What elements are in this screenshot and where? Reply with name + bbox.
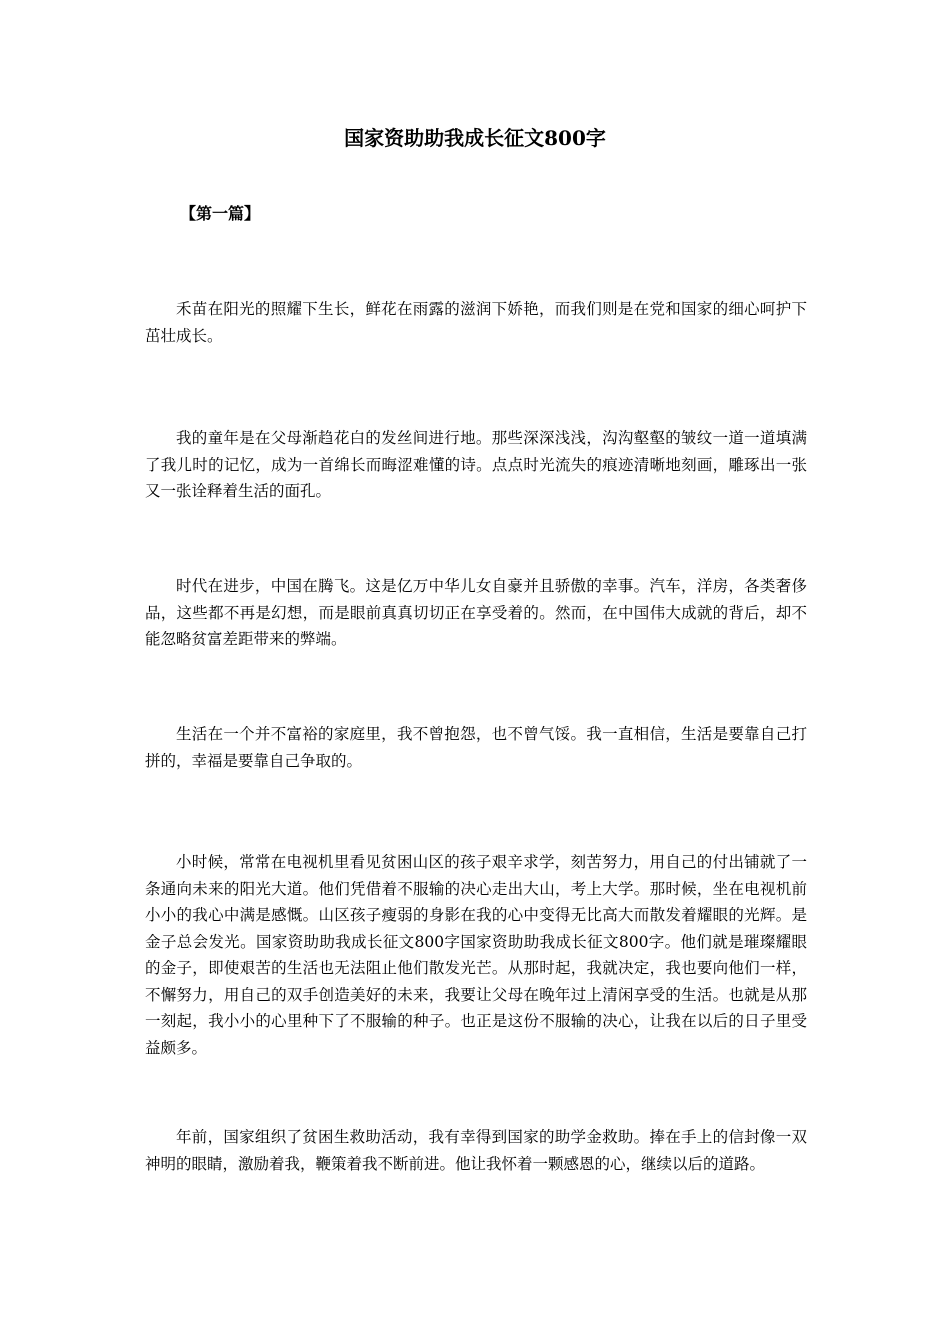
paragraph-3: 时代在进步，中国在腾飞。这是亿万中华儿女自豪并且骄傲的幸事。汽车，洋房，各类奢侈品，这些都不再是幻想，而是眼前真真切切正在享受着的。然而，在中国伟大成就的背后，却不能忽略贫富差距带来的弊端。 (145, 577, 807, 648)
paragraph-5: 小时候，常常在电视机里看见贫困山区的孩子艰辛求学，刻苦努力，用自己的付出铺就了一条通向未来的阳光大道。他们凭借着不服输的决心走出大山，考上大学。那时候，坐在电视机前小小的我心中满是感慨。山区孩子瘦弱的身影在我的心中变得无比高大而散发着耀眼的光辉。是金子总会发光。国家资助助我成长征文800字国家资助助我成长征文800字。他们就是璀璨耀眼的金子，即使艰苦的生活也无法阻止他们散发光芒。从那时起，我就决定，我也要向他们一样，不懈努力，用自己的双手创造美好的未来，我要让父母在晚年过上清闲享受的生活。也就是从那一刻起，我小小的心里种下了不服输的种子。也正是这份不服输的决心，让我在以后的日子里受益颇多。 (145, 853, 807, 1057)
paragraph-4: 生活在一个并不富裕的家庭里，我不曾抱怨，也不曾气馁。我一直相信，生活是要靠自己打拼的，幸福是要靠自己争取的。 (145, 725, 807, 770)
paragraph-2: 我的童年是在父母渐趋花白的发丝间进行地。那些深深浅浅，沟沟壑壑的皱纹一道一道填满了我儿时的记忆，成为一首绵长而晦涩难懂的诗。点点时光流失的痕迹清晰地刻画，雕琢出一张又一张诠释着生活的面孔。 (145, 429, 807, 500)
section-heading: 【第一篇】 (180, 204, 261, 223)
document-title: 国家资助助我成长征文800字 (344, 126, 606, 150)
paragraph-6: 年前，国家组织了贫困生救助活动，我有幸得到国家的助学金救助。捧在手上的信封像一双神明的眼睛，激励着我，鞭策着我不断前进。他让我怀着一颗感恩的心，继续以后的道路。 (145, 1128, 807, 1173)
paragraph-1: 禾苗在阳光的照耀下生长，鲜花在雨露的滋润下娇艳，而我们则是在党和国家的细心呵护下茁壮成长。 (145, 300, 807, 345)
